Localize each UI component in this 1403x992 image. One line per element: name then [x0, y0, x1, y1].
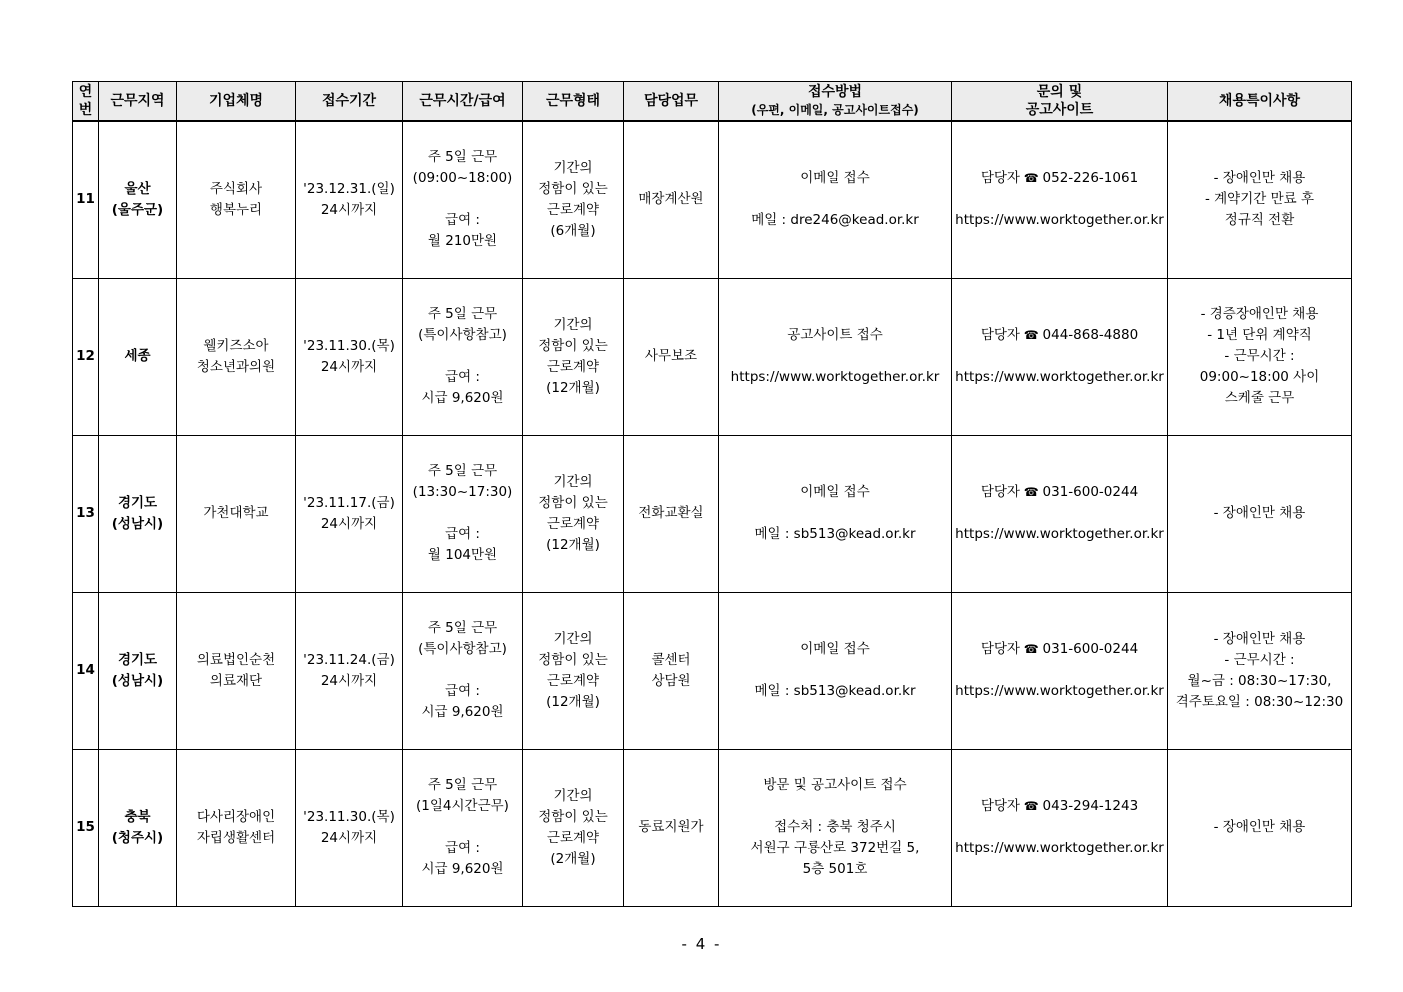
header-row [73, 82, 1352, 122]
cell-line: 의료재단 [209, 672, 263, 689]
cell-line: 경기도 [117, 651, 158, 668]
cell-line: https://www.worktogether.or.kr [730, 369, 940, 385]
cell-line: 충북 [124, 808, 151, 825]
cell-line: 다사리장애인 [196, 808, 276, 825]
cell-line: 동료지원가 [638, 819, 704, 835]
cell-line: 이메일 접수 [800, 484, 870, 500]
telephone-icon: ☎ [1019, 485, 1043, 499]
contact-person: 담당자 [980, 327, 1020, 343]
special-notes [1168, 278, 1352, 435]
contact-info [952, 121, 1168, 278]
header-method: 접수방법 (우편, 이메일, 공고사이트접수) [719, 82, 952, 122]
cell-line: (특이사항참고) [418, 327, 507, 343]
cell-line: 가천대학교 [203, 505, 269, 521]
telephone-icon: ☎ [1019, 171, 1043, 186]
spacer [954, 817, 1165, 838]
job-duty [624, 278, 719, 435]
cell-line: 울산 [124, 180, 151, 197]
cell-line: - 근무시간 : [1224, 348, 1295, 364]
job-duty [624, 435, 719, 592]
company-name [177, 435, 296, 592]
contact-phone: 052-226-1061 [1042, 170, 1139, 187]
job-site-link[interactable]: https://www.worktogether.or.kr [955, 526, 1164, 542]
cell-line: '23.11.30.(목) [303, 808, 395, 825]
cell-line [721, 346, 949, 367]
cell-line: 24시까지 [320, 358, 378, 375]
job-duty [624, 121, 719, 278]
cell-line: 정함이 있는 [538, 180, 608, 197]
job-site-link[interactable]: https://www.worktogether.or.kr [955, 683, 1164, 699]
cell-line: 주 5일 근무 [427, 149, 498, 166]
cell-line: 기간의 [553, 473, 593, 490]
telephone-icon: ☎ [1019, 642, 1043, 656]
cell-line [721, 796, 949, 817]
cell-line: (특이사항참고) [418, 641, 507, 657]
cell-line: - 1년 단위 계약직 [1207, 327, 1312, 343]
contact-info [952, 435, 1168, 592]
work-region [99, 121, 177, 278]
cell-line: '23.12.31.(일) [303, 180, 395, 197]
contact-person: 담당자 [980, 170, 1020, 187]
cell-line: (13:30~17:30) [412, 484, 513, 500]
contact-person: 담당자 [980, 484, 1020, 500]
cell-line: 세종 [124, 348, 151, 364]
cell-line: 월~금 : 08:30~17:30, [1187, 672, 1332, 689]
contact-phone: 031-600-0244 [1042, 641, 1139, 657]
contact-person: 담당자 [980, 641, 1020, 657]
cell-line: (12개월) [546, 693, 600, 710]
cell-line: 정함이 있는 [538, 651, 608, 668]
contact-phone-line [954, 639, 1165, 660]
header-contact: 문의 및 공고사이트 [952, 82, 1168, 122]
cell-line: 주식회사 [209, 180, 263, 197]
special-notes [1168, 121, 1352, 278]
cell-line: (청주시) [111, 829, 164, 846]
cell-line: 행복누리 [209, 201, 263, 218]
spacer [405, 817, 520, 838]
cell-line: 격주토요일 : 08:30~12:30 [1175, 693, 1344, 710]
cell-line: 콜센터 [651, 651, 691, 668]
contact-info [952, 592, 1168, 749]
contact-phone-line [954, 325, 1165, 346]
cell-line: (성남시) [111, 515, 164, 532]
cell-line: 5층 501호 [802, 861, 868, 877]
cell-line: 근로계약 [546, 672, 600, 689]
spacer [405, 660, 520, 681]
cell-line: 정함이 있는 [538, 808, 608, 825]
cell-line [721, 660, 949, 681]
cell-line: (09:00~18:00) [412, 170, 513, 187]
special-notes [1168, 749, 1352, 906]
job-site-link[interactable]: https://www.worktogether.or.kr [955, 369, 1164, 385]
table-row [73, 278, 1352, 435]
application-method [719, 749, 952, 906]
application-period [296, 121, 403, 278]
cell-line: '23.11.24.(금) [303, 651, 395, 668]
cell-line: 월 104만원 [427, 547, 498, 563]
row-number: 13 [73, 435, 99, 592]
cell-line: 급여 : [445, 212, 480, 229]
cell-line: 24시까지 [320, 829, 378, 846]
employment-type [523, 749, 624, 906]
cell-line: 정함이 있는 [538, 337, 608, 354]
table-body [73, 121, 1352, 906]
cell-line: 급여 : [445, 840, 480, 856]
cell-line: 근로계약 [546, 829, 600, 846]
header-no: 연 번 [73, 82, 99, 122]
cell-line: 주 5일 근무 [427, 620, 498, 636]
hours-and-pay [403, 592, 523, 749]
cell-line: 시급 9,620원 [421, 704, 504, 720]
cell-line: 근로계약 [546, 515, 600, 532]
company-name [177, 278, 296, 435]
cell-line: 기간의 [553, 787, 593, 804]
cell-line: 24시까지 [320, 201, 378, 218]
telephone-icon: ☎ [1019, 799, 1043, 813]
spacer [405, 189, 520, 210]
cell-line: 자립생활센터 [196, 829, 276, 846]
application-method [719, 592, 952, 749]
telephone-icon: ☎ [1019, 328, 1043, 342]
cell-line: 서원구 구룡산로 372번길 5, [750, 840, 920, 856]
cell-line: - 근무시간 : [1224, 651, 1295, 668]
header-duty: 담당업무 [624, 82, 719, 122]
hours-and-pay [403, 749, 523, 906]
cell-line: 시급 9,620원 [421, 861, 504, 877]
header-period: 접수기간 [296, 82, 403, 122]
work-region [99, 749, 177, 906]
cell-line: 정규직 전환 [1224, 212, 1295, 229]
spacer [405, 503, 520, 524]
cell-line: 접수처 : 충북 청주시 [774, 819, 896, 835]
cell-line: 상담원 [651, 672, 691, 689]
company-name [177, 592, 296, 749]
cell-line: 웰키즈소아 [203, 337, 269, 354]
employment-type [523, 592, 624, 749]
cell-line: 기간의 [553, 159, 593, 176]
cell-line: (2개월) [550, 850, 596, 867]
spacer [405, 346, 520, 367]
employment-type [523, 121, 624, 278]
cell-line: 경기도 [117, 494, 158, 511]
cell-line: (12개월) [546, 536, 600, 553]
cell-line: - 장애인만 채용 [1213, 819, 1306, 835]
cell-line: - 장애인만 채용 [1213, 170, 1306, 187]
cell-line: 24시까지 [320, 515, 378, 532]
cell-line: (성남시) [111, 672, 164, 689]
row-number: 14 [73, 592, 99, 749]
job-duty [624, 749, 719, 906]
work-region [99, 278, 177, 435]
cell-line: 이메일 접수 [800, 170, 870, 187]
table-row [73, 749, 1352, 906]
cell-line: 주 5일 근무 [427, 306, 498, 322]
cell-line: 기간의 [553, 630, 593, 647]
job-postings-table [72, 81, 1352, 907]
work-region [99, 592, 177, 749]
hours-and-pay [403, 278, 523, 435]
cell-line: 메일 : sb513@kead.or.kr [754, 526, 916, 542]
header-special: 채용특이사항 [1168, 82, 1352, 122]
cell-line: 의료법인순천 [196, 651, 276, 668]
application-period [296, 749, 403, 906]
cell-line: 월 210만원 [427, 233, 498, 250]
application-method [719, 278, 952, 435]
header-hours-pay: 근무시간/급여 [403, 82, 523, 122]
cell-line: 주 5일 근무 [427, 777, 498, 793]
row-number: 15 [73, 749, 99, 906]
job-site-link[interactable]: https://www.worktogether.or.kr [955, 212, 1164, 229]
header-company: 기업체명 [177, 82, 296, 122]
job-site-link[interactable]: https://www.worktogether.or.kr [955, 840, 1164, 856]
cell-line: 급여 : [445, 683, 480, 699]
company-name [177, 121, 296, 278]
contact-phone: 043-294-1243 [1042, 798, 1139, 814]
cell-line: 주 5일 근무 [427, 463, 498, 479]
contact-phone-line [954, 482, 1165, 503]
header-region: 근무지역 [99, 82, 177, 122]
contact-phone-line [954, 796, 1165, 817]
table-row [73, 592, 1352, 749]
spacer [954, 189, 1165, 210]
row-number: 11 [73, 121, 99, 278]
cell-line: 메일 : sb513@kead.or.kr [754, 683, 916, 699]
contact-phone-line [954, 168, 1165, 189]
row-number: 12 [73, 278, 99, 435]
cell-line: 메일 : dre246@kead.or.kr [751, 212, 919, 229]
cell-line: 24시까지 [320, 672, 378, 689]
contact-info [952, 749, 1168, 906]
employment-type [523, 435, 624, 592]
work-region [99, 435, 177, 592]
spacer [954, 346, 1165, 367]
job-duty [624, 592, 719, 749]
employment-type [523, 278, 624, 435]
cell-line: 급여 : [445, 369, 480, 385]
cell-line: 시급 9,620원 [421, 390, 504, 406]
spacer [954, 660, 1165, 681]
contact-phone: 044-868-4880 [1042, 327, 1139, 343]
cell-line: (12개월) [546, 379, 600, 396]
company-name [177, 749, 296, 906]
cell-line: '23.11.30.(목) [303, 337, 395, 354]
cell-line: 스케줄 근무 [1224, 390, 1295, 406]
application-method [719, 435, 952, 592]
cell-line: - 경증장애인만 채용 [1200, 306, 1319, 322]
header-type: 근무형태 [523, 82, 624, 122]
hours-and-pay [403, 121, 523, 278]
cell-line: (울주군) [111, 201, 164, 218]
cell-line: (1일4시간근무) [416, 798, 509, 814]
cell-line: '23.11.17.(금) [303, 494, 395, 511]
cell-line: (6개월) [550, 222, 596, 239]
page-number: - 4 - [681, 935, 722, 953]
application-period [296, 435, 403, 592]
cell-line: 공고사이트 접수 [787, 327, 883, 343]
cell-line: 전화교환실 [638, 505, 704, 521]
application-period [296, 592, 403, 749]
cell-line: - 장애인만 채용 [1213, 505, 1306, 521]
cell-line: 09:00~18:00 사이 [1199, 369, 1320, 385]
cell-line: - 계약기간 만료 후 [1204, 191, 1315, 208]
cell-line: 사무보조 [644, 348, 698, 364]
cell-line: 정함이 있는 [538, 494, 608, 511]
cell-line: 근로계약 [546, 358, 600, 375]
application-method [719, 121, 952, 278]
hours-and-pay [403, 435, 523, 592]
cell-line: 청소년과의원 [196, 358, 276, 375]
contact-person: 담당자 [980, 798, 1020, 814]
special-notes [1168, 592, 1352, 749]
table-row [73, 435, 1352, 592]
cell-line: 근로계약 [546, 201, 600, 218]
spacer [954, 503, 1165, 524]
contact-info [952, 278, 1168, 435]
cell-line: 급여 : [445, 526, 480, 542]
cell-line: 기간의 [553, 316, 593, 333]
cell-line: 방문 및 공고사이트 접수 [763, 777, 907, 793]
special-notes [1168, 435, 1352, 592]
cell-line: - 장애인만 채용 [1213, 630, 1306, 647]
application-period [296, 278, 403, 435]
table-row [73, 121, 1352, 278]
cell-line: 이메일 접수 [800, 641, 870, 657]
cell-line: 매장계산원 [638, 191, 704, 208]
contact-phone: 031-600-0244 [1042, 484, 1139, 500]
cell-line [721, 503, 949, 524]
cell-line [721, 189, 949, 210]
